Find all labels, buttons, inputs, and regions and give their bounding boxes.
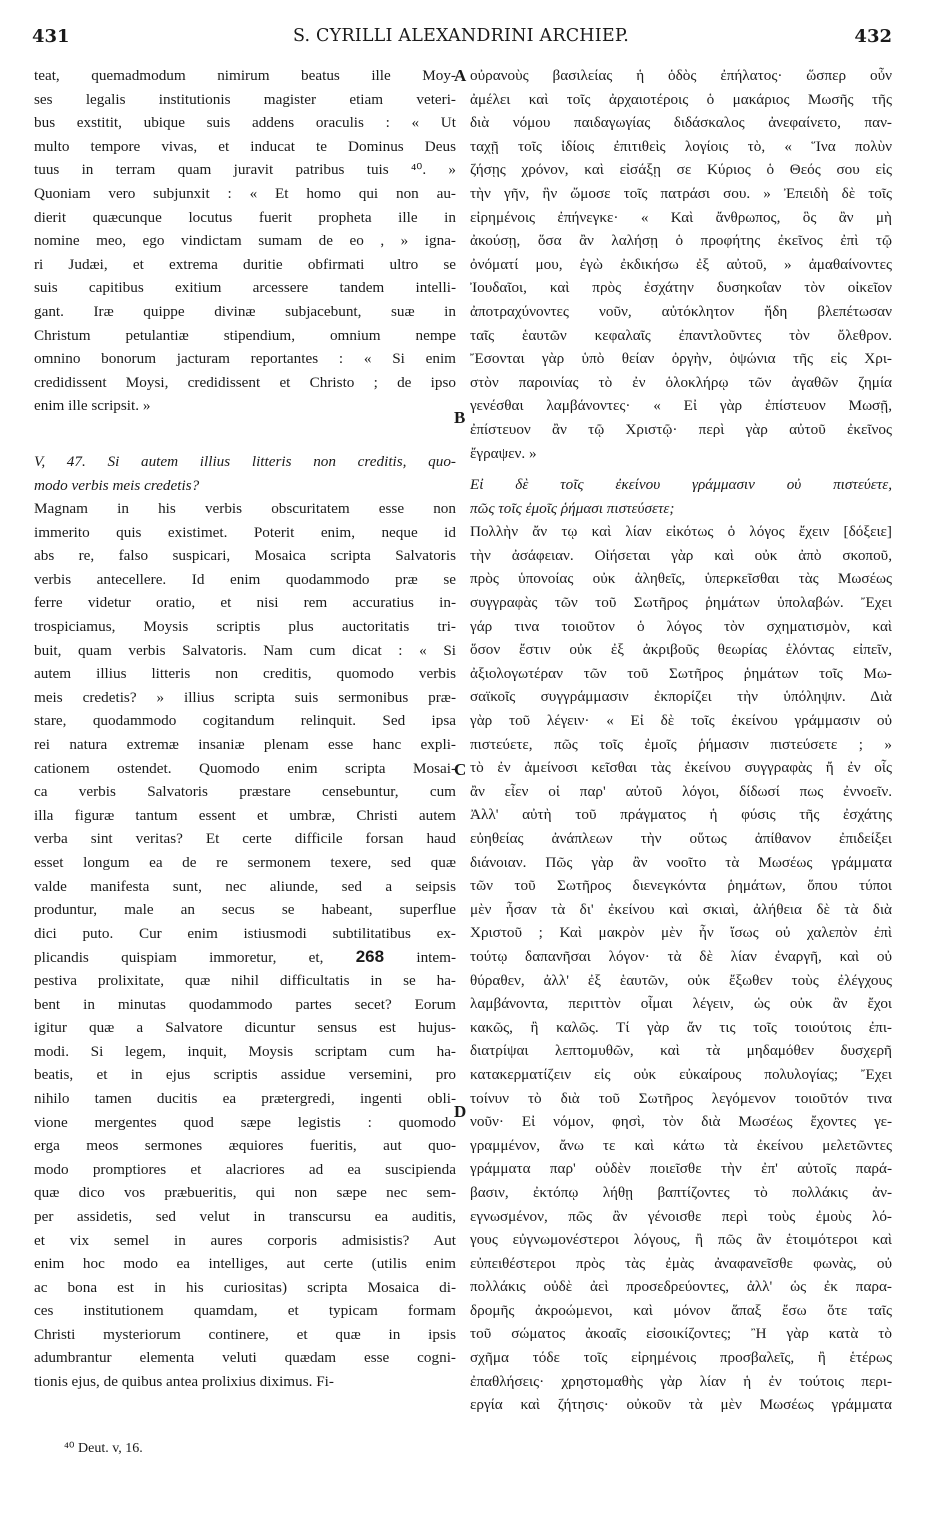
text-line: γράμματα παρ' οὐδὲν ποιεῖσθε τὴν ἐπ' αὐτοῖς παρά- bbox=[470, 1160, 892, 1178]
text-line: ferre videtur oratio, et nisi rem accuratius in- bbox=[34, 594, 456, 612]
text-line: ses legalis institutionis magister etiam veteri- bbox=[34, 90, 456, 108]
text-line: modo promptiores et alacriores ad ea suscipienda bbox=[34, 1160, 456, 1178]
text-line: πρὸς ὑπονοίας οὐκ ἀληθεῖς, ὑπερκεῖσθαι τὰς Μωσέως bbox=[470, 570, 892, 588]
text-line: vione mergentes quod sæpe legistis : quomodo bbox=[34, 1113, 456, 1131]
text-line: ζήσῃς χρόνον, καὶ εἰσάξῃ σε Κύριος ὁ Θεός σου εἰς bbox=[470, 161, 892, 179]
text-line: εὐηθείας ἀνάπλεων τὴν οὕτως ἀπίθανον ἐπιδείξει bbox=[470, 830, 892, 847]
text-line: ἐπαθλήσεις· χρηστομαθὴς γὰρ λίαν ἡ ἐν τούτοις περι- bbox=[470, 1372, 892, 1390]
text-line: ac bona est in his curiositas) scripta Mosaica di- bbox=[34, 1278, 456, 1296]
text-line: bus exstitit, ubique suis addens oraculis : « Ut bbox=[34, 114, 456, 132]
text-line: πῶς τοῖς ἐμοῖς ῥήμασι πιστεύσετε; bbox=[470, 499, 675, 517]
text-line: μὲν ἦσαν τὰ δι' ἐκείνου καὶ σκιαὶ, ἀλήθεια δὲ τὰ διὰ bbox=[470, 900, 892, 918]
text-line: buit, quam verbis Salvatoris. Nam cum dicat : « Si bbox=[34, 641, 456, 659]
text-line: adumbrantur elementa veluti quædam esse cogni- bbox=[34, 1349, 456, 1367]
running-title: S. CYRILLI ALEXANDRINI ARCHIEP. bbox=[292, 26, 630, 46]
text-line: teat, quemadmodum nimirum beatus ille Moy- bbox=[34, 67, 456, 84]
text-line: multo tempore vivas, et inducat te Dominus Deus bbox=[34, 137, 456, 155]
text-line: beatis, et in ejus scriptis assidue versemini, pro bbox=[34, 1066, 456, 1084]
text-line: ἀκούσῃ, ὅσα ἂν λαλήσῃ ὁ προφήτης ἐκεῖνος ἐπὶ τῷ bbox=[470, 232, 892, 250]
text-line: τὸ ἐν ἀμείνοσι κεῖσθαι τὰς ἐκείνου συγγραφὰς ἤ ἐν οἷς bbox=[470, 759, 892, 777]
line-text: plicandis quispiam immoretur, et, bbox=[34, 949, 324, 967]
text-line: σχῆμα τόδε τοῖς εἰρημένοις προσβαλεῖς, ἢ ἑτέρως bbox=[470, 1349, 892, 1367]
text-line: credidissent Moysi, credidissent et Christo ; de ipso bbox=[34, 373, 456, 391]
text-line: βασιν, ἐκτόπῳ λήθῃ βαπτίζοντες τὸ πολλάκις ἀν- bbox=[470, 1183, 892, 1201]
text-line: omnino bonorum jacturam reportantes : « Si enim bbox=[34, 350, 456, 368]
text-line: ἔγραψεν. » bbox=[470, 444, 537, 462]
text-line: δρομῆς ἀκροώμενοι, καὶ μόνον ἅπαξ ἔσω ὅτε ταῖς bbox=[470, 1301, 892, 1319]
text-line: ἂν εἶεν οἱ παρ' αὐτοῦ λόγοι, δίδωσί πως ἐννοεῖν. bbox=[470, 782, 892, 800]
text-line: modo verbis meis credetis? bbox=[34, 476, 200, 494]
text-line: meis credetis? » illius scripta suis sermonibus præ- bbox=[34, 688, 456, 706]
text-line: γραμμένον, ἄνω τε καὶ κάτω τὰ ἐκείνου μελετῶντες bbox=[470, 1136, 892, 1154]
text-line: λαμβάνοντα, περιττὸν οἶμαι λέγειν, ὡς οὐκ ἂν ἔχοι bbox=[470, 995, 892, 1013]
text-line: Quoniam vero subjunxit : « Et homo qui non au- bbox=[34, 184, 456, 202]
text-line: Ἰουδαῖοι, καὶ πρὸς ἐσχάτην δυσηκοΐαν τὸν οἰκεῖον bbox=[470, 279, 892, 297]
text-line: πιστεύετε, πῶς τοῖς ἐμοῖς ῥήμασιν πιστεύσετε ; » bbox=[470, 735, 892, 753]
column-number: 268 bbox=[355, 947, 385, 967]
text-line: verba sint veritas? Et certe difficile forsan haud bbox=[34, 830, 456, 848]
page-header bbox=[30, 20, 892, 54]
text-line: Ἀλλ' αὐτὴ τοῦ πράγματος ἡ φύσις τῆς ἐσχάτης bbox=[470, 806, 892, 824]
text-line: ἐπίστευον ἂν τῷ Χριστῷ· περὶ γὰρ αὐτοῦ ἐκεῖνος bbox=[470, 420, 892, 438]
line-text: intem- bbox=[416, 949, 457, 967]
text-line: διατρίψαι λεπτομυθῶν, καὶ τὰ μηδαμόθεν δυσχερῆ bbox=[470, 1042, 892, 1060]
text-line: τοῦ σώματος ἀκοαῖς εἰσοικίζοντες; Ἢ γὰρ κατὰ τὸ bbox=[470, 1325, 892, 1343]
section-marker-c: C bbox=[454, 760, 467, 779]
text-line: κατακερματίζειν εἰς οὐκ εὐκαίρους πολυλογίας; Ἔχει bbox=[470, 1065, 892, 1083]
text-line: tionis ejus, de quibus antea prolixius diximus. Fi- bbox=[34, 1373, 334, 1391]
text-line: enim hoc modo ea intelliges, aut certe (utilis enim bbox=[34, 1255, 456, 1273]
text-line: γενέσθαι λαμβάνοντες· « Εἰ γὰρ ἐπίστευον Μωσῇ, bbox=[470, 397, 892, 415]
text-line: dici puto. Cur enim istiusmodi subtilitatibus ex- bbox=[34, 924, 456, 942]
text-line: cationem ostendet. Quomodo enim scripta Mosai- bbox=[34, 759, 456, 777]
text-line: εγνωσμένον, πῶς ἂν γένοισθε περὶ τοὺς ἐμοὺς λό- bbox=[470, 1207, 892, 1225]
text-line: κακῶς, ἢ καλῶς. Τί γὰρ ἄν τις τοῖς τοιούτοις ἐπι- bbox=[470, 1018, 892, 1036]
text-line: τὴν ἀσάφειαν. Οἰήσεται γὰρ καὶ οὐκ ἀπὸ σκοποῦ, bbox=[470, 546, 892, 564]
text-line: Εἰ δὲ τοῖς ἐκείνου γράμμασιν οὐ πιστεύετε, bbox=[470, 476, 892, 494]
text-line: enim ille scripsit. » bbox=[34, 397, 151, 415]
text-line: quæ dico vos præbueritis, qui non sæpe nec sem- bbox=[34, 1184, 456, 1202]
text-line: abs re, falso suspicari, Mosaica scripta Salvatoris bbox=[34, 547, 456, 565]
text-line: τῶν τοῦ Σωτῆρος διενεγκόντα ῥημάτων, ὅπου τύποι bbox=[470, 877, 892, 895]
text-line: illa figuræ tantum essent et umbræ, Christi autem bbox=[34, 806, 456, 824]
text-line: gant. Iræ quippe divinæ subjacebunt, suæ in bbox=[34, 302, 456, 320]
text-line: esset longum ea de re sermonem texere, sed quæ bbox=[34, 854, 456, 871]
text-line: ταῖς ἑαυτῶν κεφαλαῖς ἐπαντλοῦντες τὸν ὄλεθρον. bbox=[470, 326, 892, 344]
text-line: trospiciamus, Moysis scriptis plus auctoritatis tri- bbox=[34, 618, 456, 636]
section-marker-d: D bbox=[454, 1102, 467, 1121]
text-line: Christum petulantiæ stipendium, omnium nempe bbox=[34, 326, 456, 344]
text-line: bent in minutas quodammodo partes secet? Eorum bbox=[34, 995, 456, 1013]
text-line: εργία καὶ ζήτησις· οὐκοῦν τὰ μὲν Μωσέως γράμματα bbox=[470, 1396, 892, 1414]
text-line: immerito quis existimet. Poterit enim, neque id bbox=[34, 523, 456, 541]
text-line: οὐρανοὺς βασιλείας ἡ ὁδὸς ἐπήλατος· ὥσπερ οὖν bbox=[470, 67, 892, 84]
text-line: θύραθεν, ἀλλ' ἐξ ἑαυτῶν, οὐκ ἔξωθεν τοὺς ἐλέγχους bbox=[470, 971, 892, 989]
footnote: ⁴⁰ Deut. v, 16. bbox=[64, 1441, 143, 1456]
text-line: Magnam in his verbis obscuritatem esse non bbox=[34, 500, 456, 518]
page-number-right: 432 bbox=[854, 26, 892, 47]
text-line: πολλάκις οὐδὲ ἀεὶ προσεδρεύοντες, ἀλλ' ὡς ἐκ παρα- bbox=[470, 1278, 892, 1296]
text-line: dierit quæcunque locutus fuerit propheta ille in bbox=[34, 208, 456, 226]
text-line: Χριστοῦ ; Καὶ μακρὸν μὲν ἦν ἴσως οὐ χαλεπὸν ἐπὶ bbox=[470, 924, 892, 942]
text-line: erga meos sermones æquiores fueritis, aut quo- bbox=[34, 1137, 456, 1155]
text-line: εἰρημένοις ἐπήνεγκε· « Καὶ ἄνθρωπος, ὃς ἂν μὴ bbox=[470, 208, 892, 226]
text-line bbox=[34, 945, 456, 969]
text-line: ἀποτραχύνοντες νοῦν, αὐτόκλητον ἤδη βλεπέτωσαν bbox=[470, 302, 892, 320]
text-line: ὅσον ἔστιν οὐκ ἐξ ἀκριβοῦς θεωρίας ἑλόντας εἰπεῖν, bbox=[470, 641, 892, 659]
text-line: stare, quodammodo cogitandum relinquit. Sed ipsa bbox=[34, 712, 456, 730]
text-line: autem illius litteris non creditis, quomodo verbis bbox=[34, 665, 456, 683]
text-line: ἀξιολογωτέραν τῶν τοῦ Σωτῆρος ῥημάτων τοῖς Μω- bbox=[470, 664, 892, 682]
section-marker-a: A bbox=[454, 66, 467, 85]
text-line: τοίνυν τὸ διὰ τοῦ Σωτῆρος λεγόμενον τοιοῦτόν τινα bbox=[470, 1089, 892, 1107]
text-line: διὰ νόμου παιδαγωγίας διδάσκαλος ἀνεφαίνετο, παν- bbox=[470, 114, 892, 132]
text-line: nihilo tamen ducitis ea prætergredi, ingenti obli- bbox=[34, 1089, 456, 1107]
text-line: ces institutionem quamdam, et typicam formam bbox=[34, 1302, 456, 1320]
text-line: igitur quæ a Salvatore dicuntur sensus est hujus- bbox=[34, 1019, 456, 1037]
text-line: produntur, male an secus se habeant, superflue bbox=[34, 901, 456, 919]
latin-column bbox=[34, 64, 456, 1394]
text-line: Ἔσονται γὰρ ὑπὸ θείαν ὀργὴν, ὀψώνια τῆς εἰς Χρι- bbox=[470, 350, 892, 368]
text-line: per assidetis, sed velut in transcursu ea auditis, bbox=[34, 1207, 456, 1225]
text-line: ὀνόματί μου, ἐγὼ ἐκδικήσω ἐξ αὐτοῦ, » ἀμαθαίνοντες bbox=[470, 255, 892, 273]
text-line: ταχῇ τοῖς ἰδίοις ἐπιτιθεὶς λογίοις τὸ, « Ἵνα πολὺν bbox=[470, 137, 892, 155]
text-line: Christi mysteriorum continere, et quæ in ipsis bbox=[34, 1325, 456, 1343]
page-number-left: 431 bbox=[32, 26, 70, 47]
text-line: verbis antecellere. Id enim quodammodo præ se bbox=[34, 570, 456, 588]
text-line: στὸν παροινίας τὸ ἐν ὁλοκλήρῳ τῶν ἀγαθῶν ζημία bbox=[470, 373, 892, 391]
text-line: tuus in terram quam juravit patribus tuis ⁴⁰. » bbox=[34, 161, 456, 179]
text-line: διάνοιαν. Πῶς γὰρ ἂν νοοῖτο τὰ Μωσέως γράμματα bbox=[470, 853, 892, 871]
section-marker-b: B bbox=[454, 408, 466, 427]
text-line: valde manifesta sunt, nec aliunde, sed a seipsis bbox=[34, 877, 456, 895]
text-line: nomine meo, ego vindictam sumam de eo , » igna- bbox=[34, 232, 456, 250]
text-line: modi. Si legem, inquit, Moysis scriptam cum ha- bbox=[34, 1042, 456, 1060]
text-line: εὐπειθέστεροι πρὸς τὰς ἐμὰς ἀναφανεῖσθε φωνὰς, οὐ bbox=[470, 1254, 892, 1272]
text-line: Πολλὴν ἄν τῳ καὶ λίαν εἰκότως ὁ λόγος ἔχειν [δόξειε] bbox=[470, 523, 892, 541]
text-line: τούτῳ δαπανῆσαι λόγον· τὰ δὲ λίαν ἐναργῆ, καὶ οὐ bbox=[470, 947, 892, 965]
text-line: suis capitibus exitium arcessere tandem intelli- bbox=[34, 279, 456, 297]
text-line: γους εὐγνωμονέστεροι λόγους, ἢ πῶς ἂν ἑτοιμότεροι καὶ bbox=[470, 1231, 892, 1249]
text-line: τὴν γῆν, ἣν ὤμοσε τοῖς πατράσι σου. » Ἐπειδὴ δὲ τοῖς bbox=[470, 184, 892, 202]
text-line: γάρ τινα τοιοῦτον ὁ λόγος τὸν σχηματισμὸν, καὶ bbox=[470, 617, 892, 635]
text-line: V, 47. Si autem illius litteris non creditis, quo- bbox=[34, 452, 456, 470]
text-line: σαϊκοῖς συγγράμμασιν ἐκπορίζει τὴν ὑπόληψιν. Διὰ bbox=[470, 688, 892, 706]
text-line: ri Judæi, et extrema duritie obfirmati ultro se bbox=[34, 255, 456, 273]
text-line: γὰρ τοῦ λέγειν· « Εἰ δὲ τοῖς ἐκείνου γράμμασιν οὐ bbox=[470, 712, 892, 730]
text-line: συγγραφὰς τῶν τοῦ Σωτῆρος ῥημάτων ὑπολαβών. Ἔχει bbox=[470, 594, 892, 612]
text-line: pestiva prolixitate, quæ nihil difficultatis in se ha- bbox=[34, 971, 456, 989]
text-line: rei natura extremæ insaniæ plenam esse hanc expli- bbox=[34, 736, 456, 754]
text-line: et vix semel in aures corporis admisistis? Aut bbox=[34, 1231, 456, 1249]
greek-column bbox=[470, 64, 892, 1417]
text-line: νοῦν· Εἰ νόμον, φησὶ, τὸν διὰ Μωσέως ἔχοντες γε- bbox=[470, 1113, 892, 1131]
text-line: ca verbis Salvatoris præstare censebuntur, cum bbox=[34, 783, 456, 801]
text-line: ἀμέλει καὶ τοῖς ἀρχαιοτέροις ὁ μακάριος Μωσῆς τῆς bbox=[470, 90, 892, 108]
